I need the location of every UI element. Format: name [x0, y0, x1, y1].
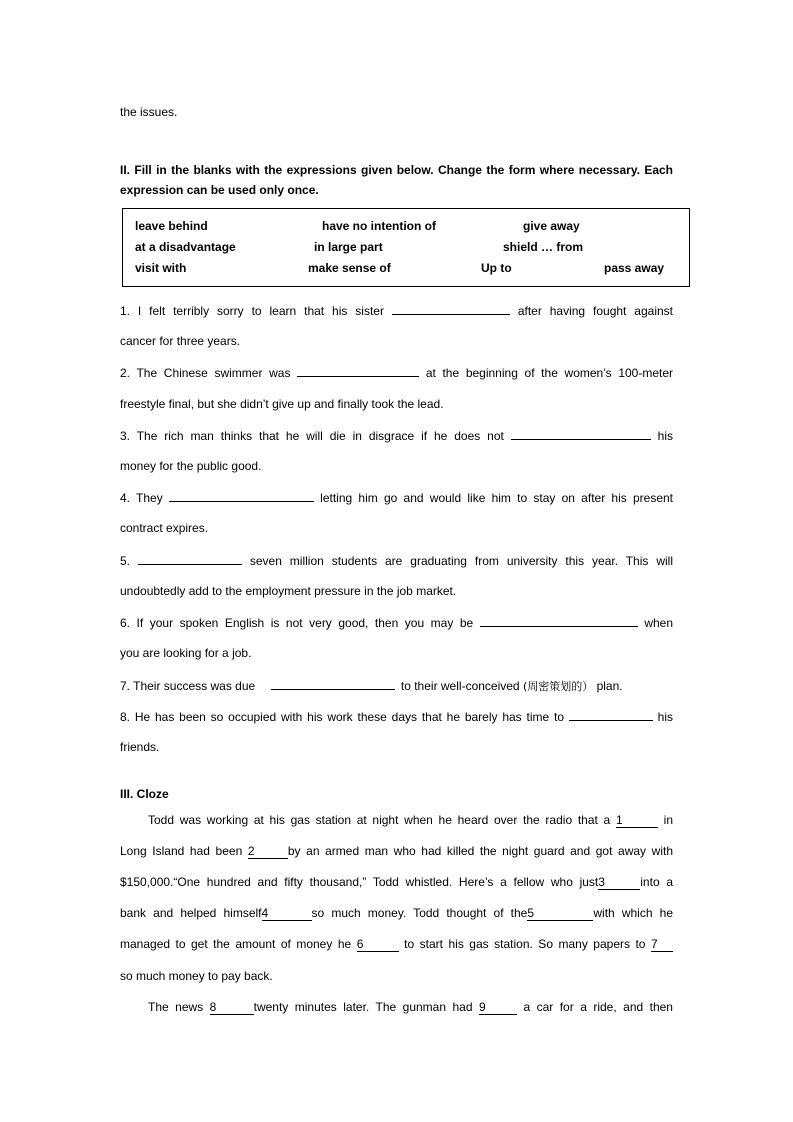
question-1-line2: cancer for three years.: [120, 334, 241, 348]
q6-text-b: when: [644, 616, 673, 630]
cloze-l3-text-a: $150,000.“One hundred and fifty thousand,” Todd whistled. Here’s a fellow who just: [120, 875, 599, 889]
question-7-line1: [120, 677, 673, 695]
q5-text-a: 5.: [120, 554, 131, 568]
q4-text-a: 4. They: [120, 491, 163, 505]
question-1-line1: [120, 302, 673, 319]
q7-text-c: plan.: [596, 679, 623, 693]
cloze-blank-7[interactable]: 7: [651, 937, 673, 952]
term-visit-with: visit with: [135, 261, 187, 275]
cloze-blank-3[interactable]: 3: [598, 875, 640, 890]
q7-text-b: to their well-conceived: [400, 679, 520, 693]
q1-text-a: 1. I felt terribly sorry to learn that his sister: [120, 304, 384, 318]
term-in-large-part: in large part: [314, 240, 383, 254]
question-6-line1: [120, 614, 673, 631]
term-have-no-intention-of: have no intention of: [322, 219, 436, 233]
top-fragment: the issues.: [120, 105, 178, 119]
cloze-l2-text-a: Long Island had been: [120, 844, 243, 858]
q8-text-b: his: [657, 710, 673, 724]
q6-text-a: 6. If your spoken English is not very good, then you may be: [120, 616, 474, 630]
q7-text-a: 7. Their success was due: [120, 679, 256, 693]
cloze-blank-9[interactable]: 9: [479, 1000, 517, 1015]
cloze-l4-text-a: bank and helped himself: [120, 906, 262, 920]
question-5-line2: undoubtedly add to the employment pressure in the job market.: [120, 584, 457, 598]
section2-heading-line2: expression can be used only once.: [120, 183, 319, 197]
q3-blank[interactable]: [511, 427, 651, 440]
cloze-line-1: [148, 812, 673, 828]
term-up-to: Up to: [481, 261, 512, 275]
question-2-line2: freestyle final, but she didn’t give up and finally took the lead.: [120, 397, 444, 411]
term-make-sense-of: make sense of: [308, 261, 391, 275]
cloze-line-5: [120, 936, 673, 952]
q2-text-a: 2. The Chinese swimmer was: [120, 366, 291, 380]
cloze-blank-4[interactable]: 4: [262, 906, 312, 921]
question-3-line2: money for the public good.: [120, 459, 262, 473]
cloze-line-7: [148, 999, 673, 1015]
question-2-line1: [120, 364, 673, 381]
cloze-l5-text-b: to start his gas station. So many papers to: [404, 937, 646, 951]
question-3-line1: [120, 427, 673, 444]
cloze-blank-6[interactable]: 6: [357, 937, 399, 952]
q8-blank[interactable]: [569, 708, 653, 721]
cloze-l4-text-c: with which he: [593, 906, 674, 920]
cloze-l7-text-c: a car for a ride, and then: [523, 1000, 673, 1014]
q2-text-b: at the beginning of the women’s 100-meter: [425, 366, 674, 380]
cloze-l7-text-a: The news: [148, 1000, 204, 1014]
cloze-line-6: so much money to pay back.: [120, 969, 273, 983]
cloze-line-3: [120, 874, 673, 890]
question-5-line1: [120, 552, 673, 569]
term-shield-from: shield … from: [503, 240, 584, 254]
cloze-l4-text-b: so much money. Todd thought of the: [311, 906, 528, 920]
term-at-a-disadvantage: at a disadvantage: [135, 240, 236, 254]
q2-blank[interactable]: [297, 364, 419, 377]
question-8-line1: [120, 708, 673, 725]
q1-text-b: after having fought against: [517, 304, 673, 318]
q7-cjk-gloss: (周密策划的）: [522, 680, 594, 693]
q8-text-a: 8. He has been so occupied with his work these days that he barely has time to: [120, 710, 564, 724]
cloze-line-2: [120, 843, 673, 859]
term-give-away: give away: [523, 219, 580, 233]
cloze-l3-text-b: into a: [640, 875, 673, 889]
question-8-line2: friends.: [120, 740, 160, 754]
q7-blank[interactable]: [271, 677, 395, 690]
q3-text-a: 3. The rich man thinks that he will die in disgrace if he does not: [120, 429, 504, 443]
cloze-blank-2[interactable]: 2: [248, 844, 288, 859]
q4-blank[interactable]: [169, 489, 314, 502]
q6-blank[interactable]: [480, 614, 638, 627]
cloze-l5-text-a: managed to get the amount of money he: [120, 937, 352, 951]
cloze-l7-text-b: twenty minutes later. The gunman had: [253, 1000, 473, 1014]
q5-text-b: seven million students are graduating from university this year. This will: [249, 554, 673, 568]
q4-text-b: letting him go and would like him to stay on after his present: [320, 491, 674, 505]
cloze-blank-5[interactable]: 5: [527, 906, 593, 921]
q5-blank[interactable]: [138, 552, 242, 565]
term-pass-away: pass away: [604, 261, 665, 275]
question-4-line2: contract expires.: [120, 521, 209, 535]
cloze-l1-text-a: Todd was working at his gas station at night when he heard over the radio that a: [148, 813, 611, 827]
section2-heading-line1: II. Fill in the blanks with the expressions given below. Change the form where necessary. Each: [120, 163, 673, 177]
section3-heading: III. Cloze: [120, 787, 169, 801]
cloze-l2-text-b: by an armed man who had killed the night guard and got away with: [287, 844, 673, 858]
q3-text-b: his: [657, 429, 673, 443]
cloze-l1-text-b: in: [663, 813, 673, 827]
cloze-blank-8[interactable]: 8: [210, 1000, 254, 1015]
q1-blank[interactable]: [392, 302, 510, 315]
term-leave-behind: leave behind: [135, 219, 208, 233]
question-6-line2: you are looking for a job.: [120, 646, 252, 660]
cloze-line-4: [120, 905, 673, 921]
question-4-line1: [120, 489, 673, 506]
word-bank-box: [122, 208, 690, 287]
cloze-blank-1[interactable]: 1: [616, 813, 658, 828]
